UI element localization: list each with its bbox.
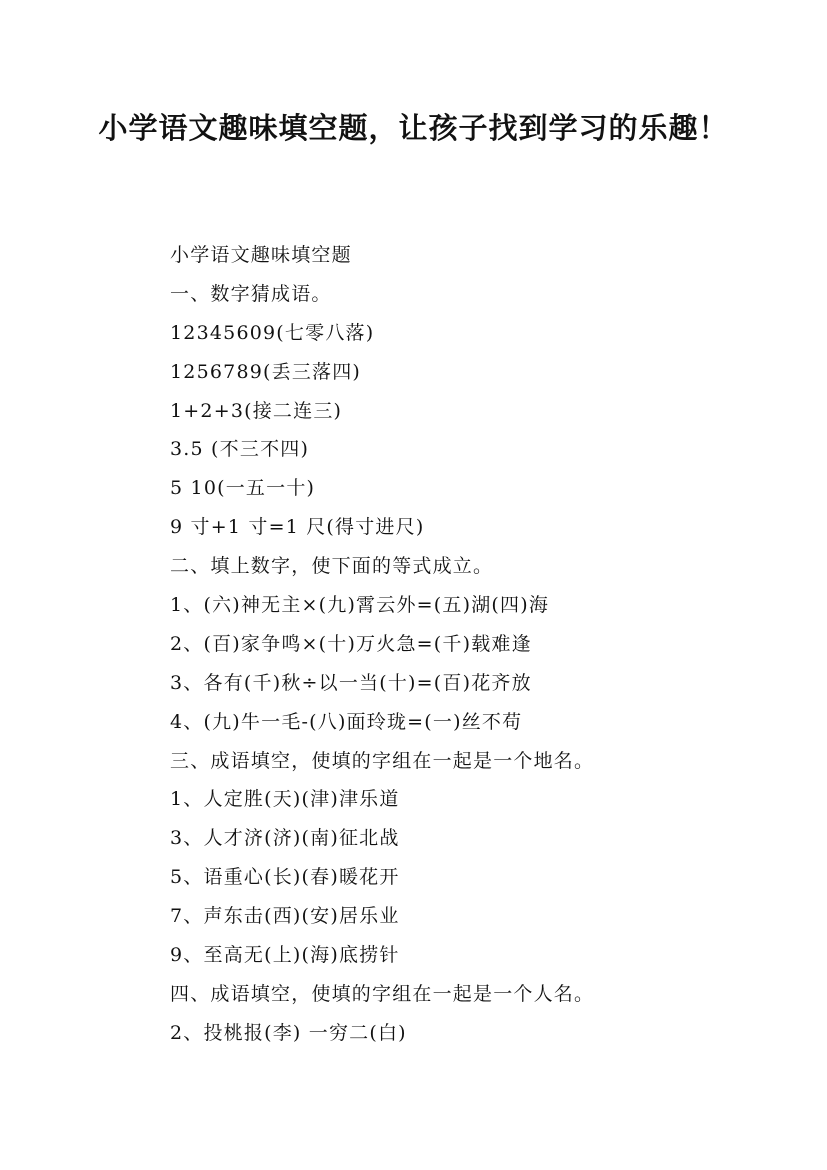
text-line: 3、人才济(济)(南)征北战: [170, 827, 400, 850]
text-line: 1+2+3(接二连三): [170, 399, 343, 422]
document-title: 小学语文趣味填空题，让孩子找到学习的乐趣！: [98, 111, 729, 145]
document-body: [170, 236, 770, 1053]
text-line: 3、各有(千)秋÷以一当(十)=(百)花齐放: [170, 671, 532, 694]
section-heading: 四、成语填空，使填的字组在一起是一个人名。: [170, 982, 595, 1005]
text-line: 5 10(一五一十): [170, 477, 316, 500]
text-line: 1、(六)神无主×(九)霄云外=(五)湖(四)海: [170, 594, 550, 617]
text-line: 9、至高无(上)(海)底捞针: [170, 944, 400, 967]
text-line: 3.5 (不三不四): [170, 438, 310, 461]
text-line: 2、(百)家争鸣×(十)万火急=(千)载难逢: [170, 632, 532, 655]
text-line: 5、语重心(长)(春)暖花开: [170, 866, 400, 889]
text-line: 1、人定胜(天)(津)津乐道: [170, 788, 400, 811]
subtitle-line: 小学语文趣味填空题: [170, 244, 352, 266]
text-line: 4、(九)牛一毛-(八)面玲珑=(一)丝不苟: [170, 710, 523, 733]
text-line: 9 寸+1 寸=1 尺(得寸进尺): [170, 516, 425, 539]
text-line: 1256789(丢三落四): [170, 360, 362, 383]
text-line: 12345609(七零八落): [170, 321, 375, 344]
text-line: 2、投桃报(李) 一穷二(白): [170, 1021, 407, 1044]
section-heading: 二、填上数字，使下面的等式成立。: [170, 555, 494, 578]
text-line: 7、声东击(西)(安)居乐业: [170, 905, 400, 928]
section-heading: 一、数字猜成语。: [170, 282, 332, 305]
section-heading: 三、成语填空，使填的字组在一起是一个地名。: [170, 749, 595, 772]
